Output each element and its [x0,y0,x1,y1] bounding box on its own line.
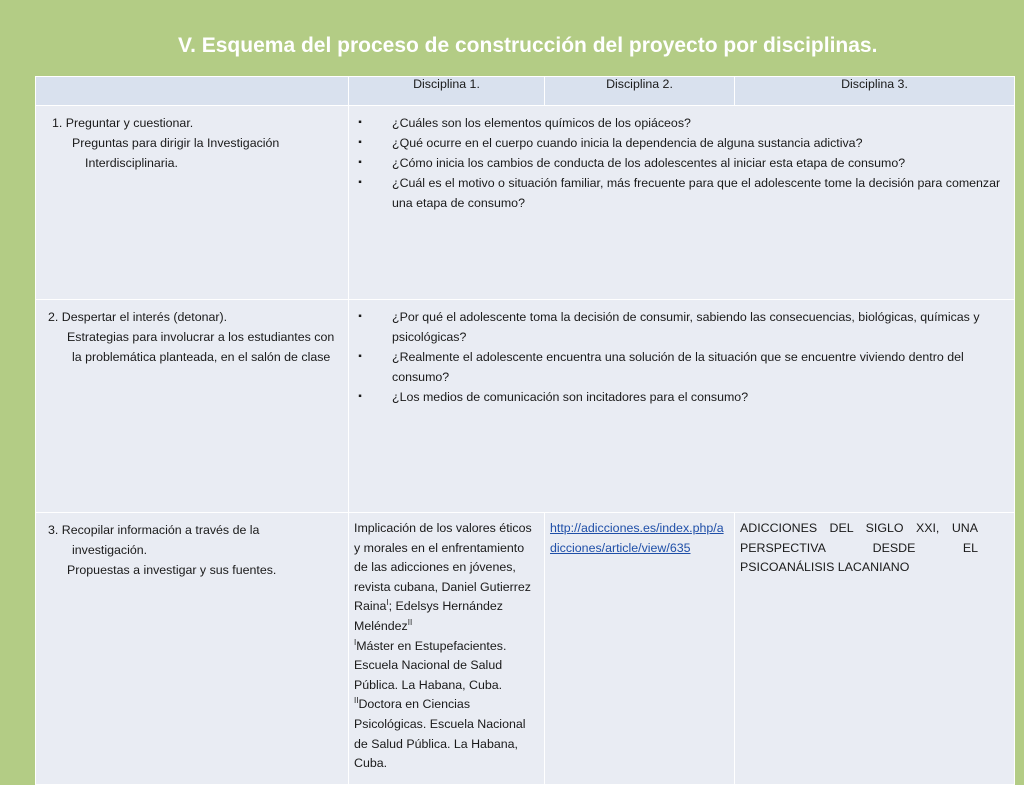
discipline-3-source: ADICCIONES DEL SIGLO XXI, UNA PERSPECTIVA DESDE EL PSICOANÁLISIS LACANIANO [735,513,1015,785]
step-cell [36,513,349,785]
list-item: ▪ ¿Cómo inicia los cambios de conducta de los adolescentes al iniciar esta etapa de consumo? [354,153,1006,173]
header-row [36,77,1015,106]
questions-cell [349,300,1015,513]
table-row [36,513,1015,785]
discipline-1-source: Implicación de los valores éticos y morales en el enfrentamiento de las adicciones en jóvenes, revista cubana, Daniel Gutierrez Raina$^I$; Edelsys Hernández Meléndez$^{II}$ $^I$Máster en Estupefacientes. Escuela Nacional de Salud Pública. La Habana, Cuba. $^{II}$Doctora en Ciencias Psicológicas. Escuela Nacional de Salud Pública. La Habana, Cuba. [349,513,545,785]
questions-cell [349,106,1015,300]
list-item: ▪ ¿Realmente el adolescente encuentra una solución de la situación que se encuentre viviendo dentro del consumo? [354,347,1006,387]
list-item: ▪ ¿Qué ocurre en el cuerpo cuando inicia la dependencia de alguna sustancia adictiva? [354,133,1006,153]
table-row [36,300,1015,513]
step-line: Estrategias para involucrar a los estudiantes con [67,330,335,344]
bullet-icon: ▪ [358,117,362,128]
bullet-icon: ▪ [358,137,362,148]
list-item: ▪ ¿Los medios de comunicación son incitadores para el consumo? [354,387,1006,407]
bullet-icon: ▪ [358,351,362,362]
bullet-icon: ▪ [358,157,362,168]
step-line: Preguntas para dirigir la Investigación [72,136,280,150]
list-item: ▪ ¿Cuáles son los elementos químicos de los opiáceos? [354,113,1006,133]
page-title: V. Esquema del proceso de construcción del proyecto por disciplinas. [178,34,878,57]
list-item: ▪ ¿Cuál es el motivo o situación familiar, más frecuente para que el adolescente tome la decisión para comenzar una etapa de consumo? [354,173,1006,213]
header-discipline-2: Disciplina 2. [545,77,735,106]
step-line: Interdisciplinaria. [85,156,178,170]
bullet-icon: ▪ [358,311,362,322]
source-link[interactable]: http://adicciones.es/index.php/adicciones/article/view/635 [550,521,724,555]
header-empty [36,77,349,106]
process-table [35,76,1015,785]
step-line: la problemática planteada, en el salón de clase [72,350,331,364]
step-line: investigación. [72,543,148,557]
step-title: 2. Despertar el interés (detonar). [48,310,228,324]
list-item: ▪ ¿Por qué el adolescente toma la decisión de consumir, sabiendo las consecuencias, biológicas, químicas y psicológicas? [354,307,1006,347]
header-discipline-1: Disciplina 1. [349,77,545,106]
header-discipline-3: Disciplina 3. [735,77,1015,106]
discipline-2-source [545,513,735,785]
table-row [36,106,1015,300]
step-line: Propuestas a investigar y sus fuentes. [67,563,277,577]
bullet-icon: ▪ [358,391,362,402]
step-cell [36,106,349,300]
step-cell [36,300,349,513]
step-title: 3. Recopilar información a través de la [48,523,260,537]
bullet-icon: ▪ [358,177,362,188]
step-title: 1. Preguntar y cuestionar. [52,116,194,130]
